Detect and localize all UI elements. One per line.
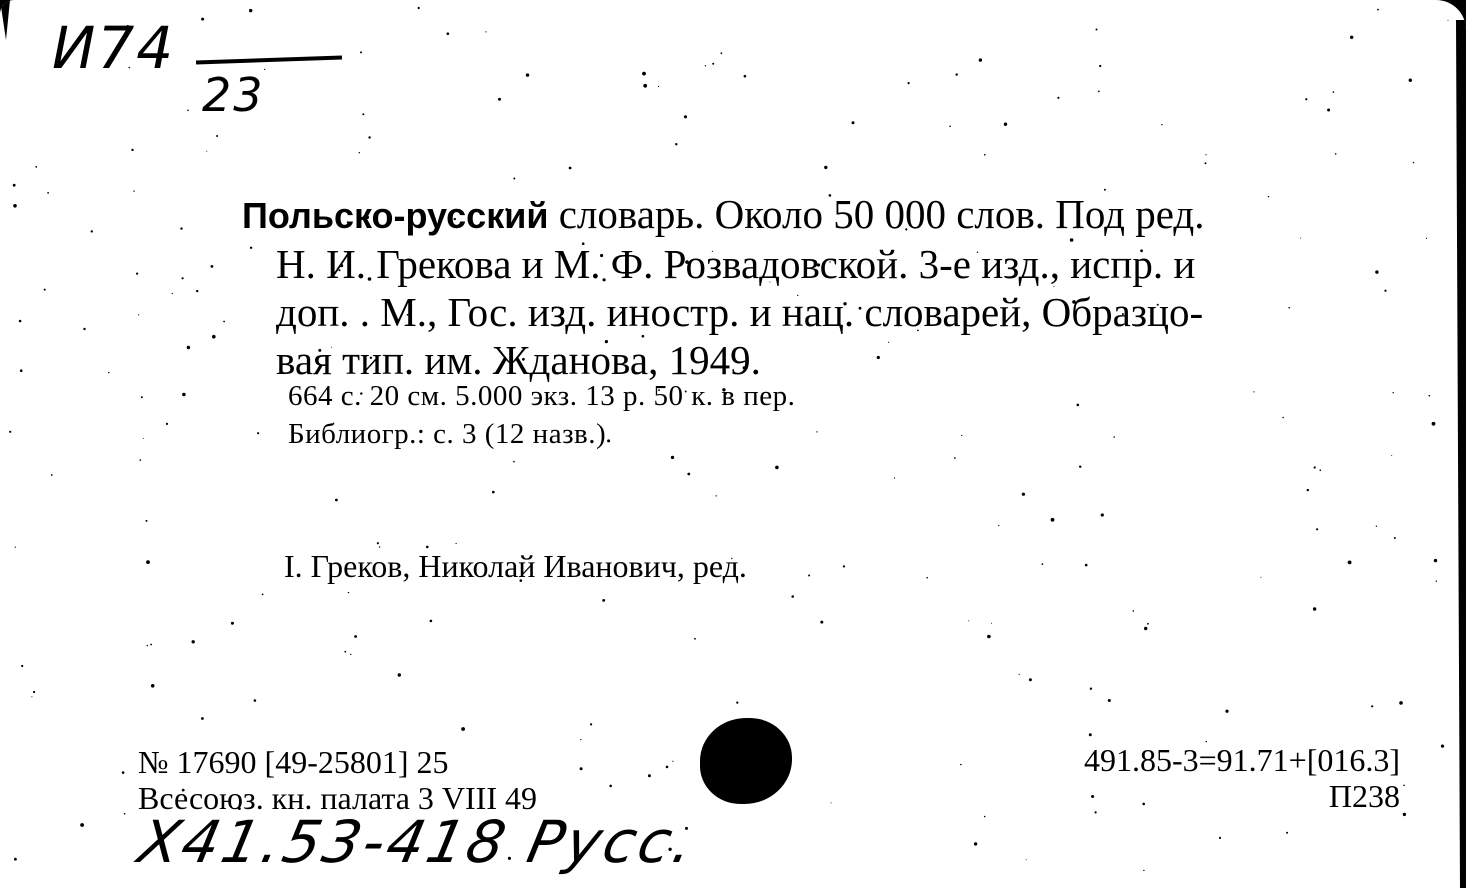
- entry-line-4: вая тип. им. Жданова, 1949.: [276, 337, 761, 383]
- shelf-mark-top: И74: [52, 14, 176, 82]
- card-number: № 17690 [49-25801] 25: [138, 744, 449, 780]
- handwritten-note: Х41.53-418 Русс.: [132, 808, 703, 876]
- shelf-mark-bottom: 23: [202, 68, 265, 122]
- author-code: П238: [1328, 778, 1400, 814]
- bibliographic-entry: [242, 190, 1392, 384]
- entry-line-3: доп. . М., Гос. изд. иностр. и нац. словарей, Образцо-: [276, 289, 1204, 335]
- entry-line-2: Н. И. Грекова и М. Ф. Розвадовской. 3-е изд., испр. и: [276, 241, 1196, 287]
- classification-index: 491.85-3=91.71+[016.3]: [1083, 742, 1400, 778]
- added-entry: I. Греков, Николай Иванович, ред.: [284, 548, 747, 584]
- entry-line-1: [242, 190, 1392, 240]
- entry-title: Польско-русский: [242, 195, 549, 236]
- collation: 664 с. 20 см. 5.000 экз. 13 р. 50 к. в пер.: [288, 380, 796, 412]
- book-chamber: Всесоюз. кн. палата 3 VIII 49: [138, 780, 537, 816]
- bibliography-note: Библиогр.: с. 3 (12 назв.): [288, 418, 607, 450]
- entry-line-1-rest: словарь. Около 50 000 слов. Под ред.: [558, 191, 1205, 237]
